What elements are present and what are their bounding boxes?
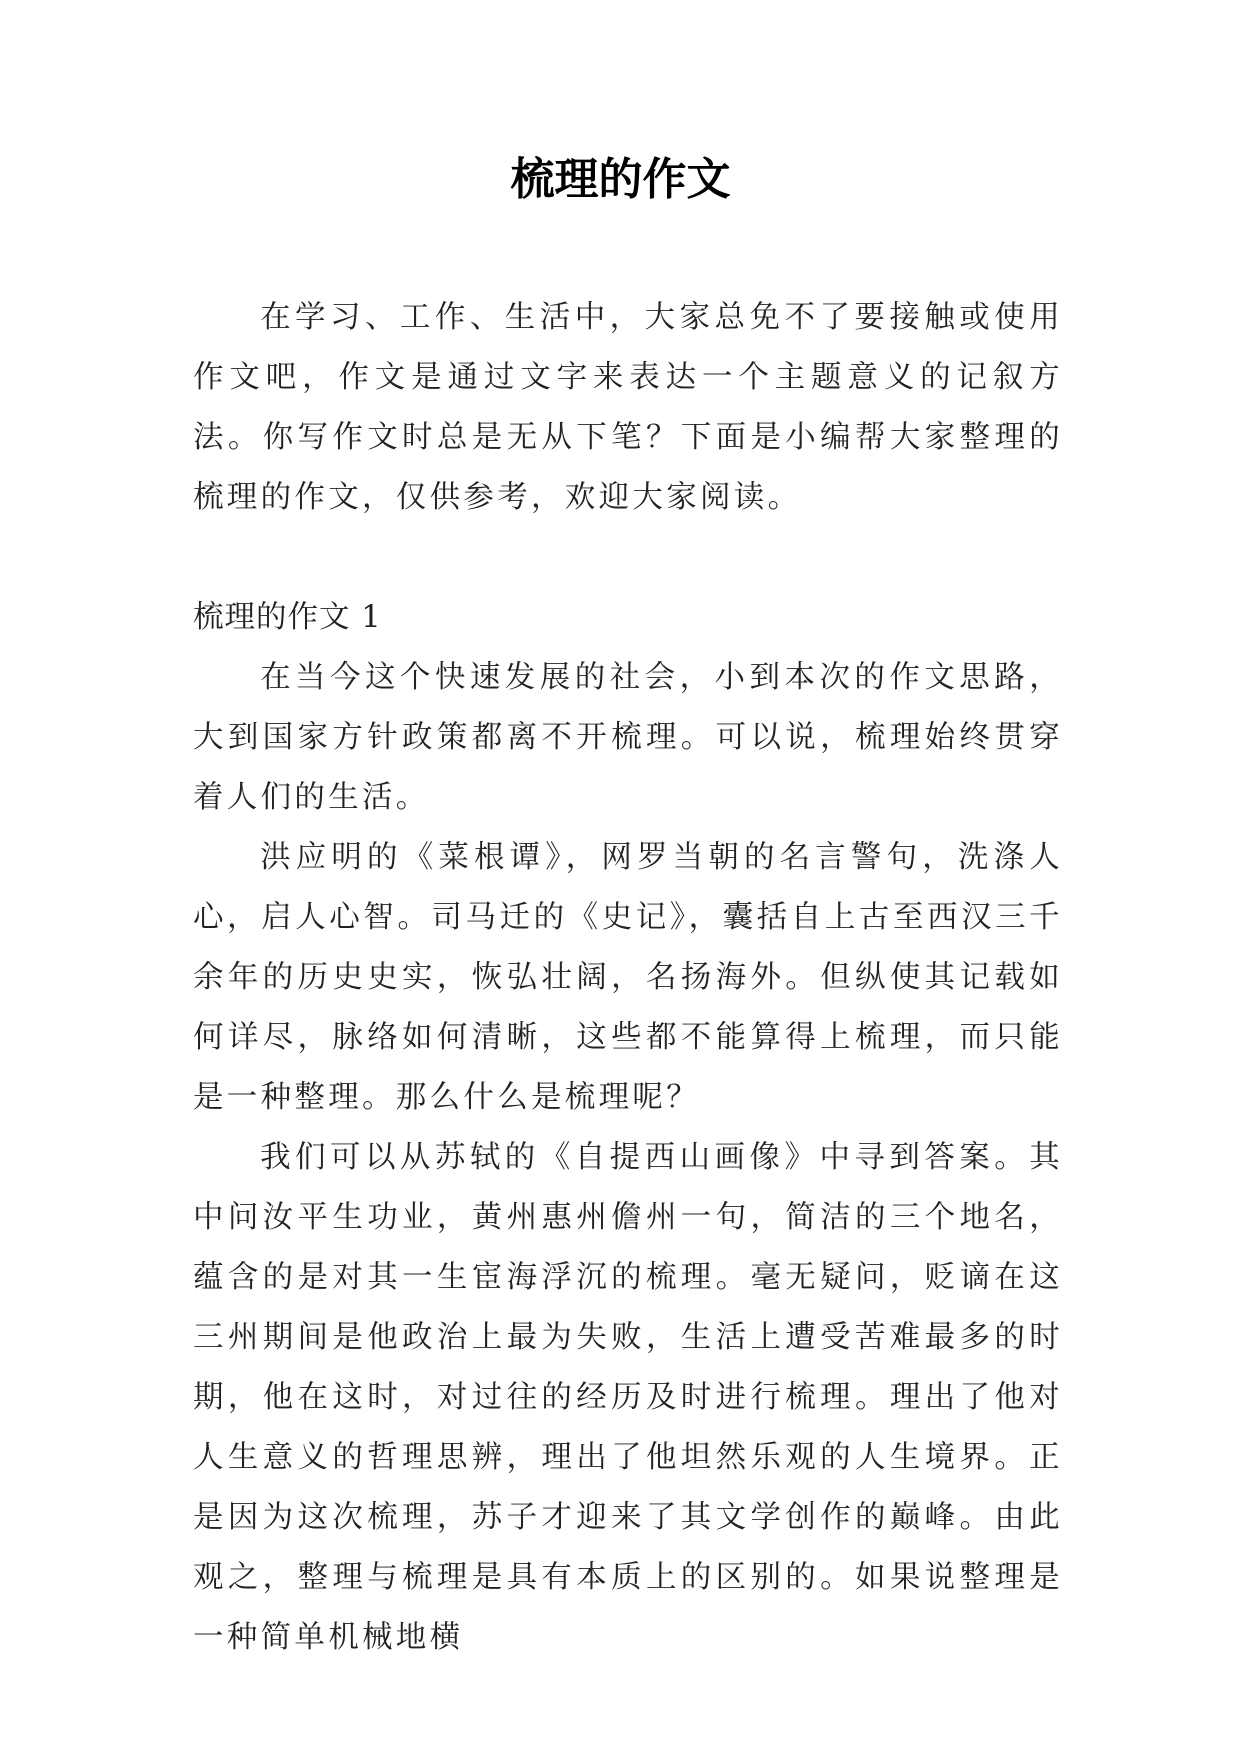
intro-paragraph: 在学习、工作、生活中，大家总免不了要接触或使用作文吧，作文是通过文字来表达一个主题意义的记叙方法。你写作文时总是无从下笔？下面是小编帮大家整理的梳理的作文，仅供参考，欢迎大家阅读。 bbox=[193, 300, 1063, 515]
document-title: 梳理的作文 bbox=[510, 154, 731, 205]
body-paragraph-1: 在当今这个快速发展的社会，小到本次的作文思路，大到国家方针政策都离不开梳理。可以说，梳理始终贯穿着人们的生活。 bbox=[193, 660, 1063, 815]
section-heading: 梳理的作文 1 bbox=[193, 600, 382, 635]
body-paragraph-2: 洪应明的《菜根谭》，网罗当朝的名言警句，洗涤人心，启人心智。司马迁的《史记》，囊括自上古至西汉三千余年的历史史实，恢弘壮阔，名扬海外。但纵使其记载如何详尽，脉络如何清晰，这些都不能算得上梳理，而只能是一种整理。那么什么是梳理呢？ bbox=[193, 840, 1063, 1115]
document-body bbox=[193, 288, 1063, 1668]
body-paragraph-3: 我们可以从苏轼的《自提西山画像》中寻到答案。其中问汝平生功业，黄州惠州儋州一句，简洁的三个地名，蕴含的是对其一生宦海浮沉的梳理。毫无疑问，贬谪在这三州期间是他政治上最为失败，生活上遭受苦难最多的时期，他在这时，对过往的经历及时进行梳理。理出了他对人生意义的哲理思辨，理出了他坦然乐观的人生境界。正是因为这次梳理，苏子才迎来了其文学创作的巅峰。由此观之，整理与梳理是具有本质上的区别的。如果说整理是一种简单机械地横 bbox=[193, 1140, 1063, 1655]
